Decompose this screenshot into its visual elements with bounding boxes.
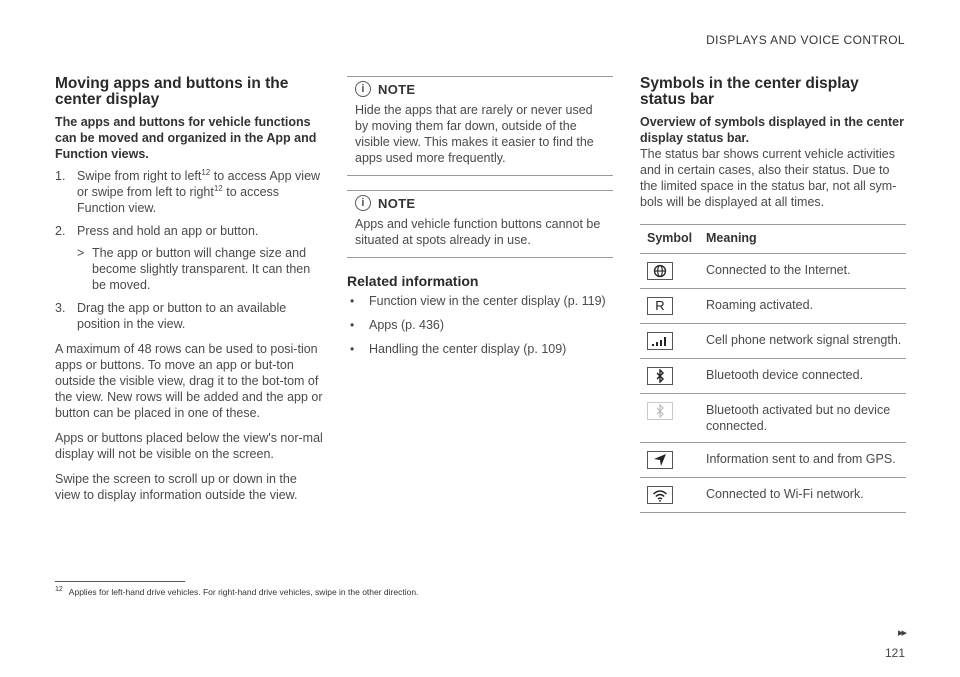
info-icon: i [355, 195, 371, 211]
result-arrow-icon: > [77, 246, 85, 260]
related-list [347, 293, 613, 357]
table-row [640, 394, 906, 443]
bluetooth-inactive-icon [647, 402, 673, 420]
page-number: 121 [884, 646, 905, 660]
step-2: 2. Press and hold an app or button. > The app or button will change size and become slightly transparent. It can then be moved. [55, 223, 325, 293]
section-lead: The apps and buttons for vehicle functions can be moved and organized in the App and Function views. [55, 115, 317, 161]
footnote-ref: 12 [213, 183, 223, 193]
table-row [640, 254, 906, 289]
related-title: Related information [347, 273, 479, 289]
related-link[interactable]: • Apps (p. 436) [347, 317, 613, 333]
roaming-r-icon: R [647, 297, 673, 315]
col-header-symbol: Symbol [640, 225, 706, 254]
section-intro: The status bar shows current vehicle activities and in certain cases, also their status. Due to the limited space in the status bar, not all sym-bols will be displayed at all times. [640, 147, 897, 209]
paragraph: Swipe the screen to scroll up or down in the view to display information outside the view. [55, 472, 298, 502]
section-lead: Overview of symbols displayed in the center display status bar. [640, 115, 904, 145]
footnote-ref: 12 [201, 167, 211, 177]
table-row [640, 289, 906, 324]
table-row [640, 359, 906, 394]
meaning-cell: Bluetooth activated but no device connected. [706, 394, 906, 443]
note-box [347, 76, 613, 176]
table-row [640, 443, 906, 478]
globe-icon [647, 262, 673, 280]
section-title: Moving apps and buttons in the center display [55, 75, 289, 108]
note-label: NOTE [378, 195, 416, 211]
paragraph: A maximum of 48 rows can be used to posi-tion apps or buttons. To move an app or but-ton outside the visible view, drag it to the bot-tom of the view. New rows will be added and the app or button can be placed in one of these. [55, 342, 323, 420]
notes-section [347, 76, 613, 365]
gps-arrow-icon [647, 451, 673, 469]
section-title: Symbols in the center display status bar [640, 75, 859, 108]
info-icon: i [355, 81, 371, 97]
wifi-icon [647, 486, 673, 504]
symbols-table [640, 224, 906, 513]
table-row [640, 324, 906, 359]
paragraph: Apps or buttons placed below the view's nor-mal display will not be visible on the screen. [55, 431, 323, 461]
step-2-result: > The app or button will change size and become slightly transparent. It can then be moved. [77, 246, 311, 292]
meaning-cell: Roaming activated. [706, 289, 906, 324]
note-text: Hide the apps that are rarely or never used by moving them far down, outside of the visible view. This makes it easier to find the apps used more frequently. [355, 103, 594, 165]
note-text: Apps and vehicle function buttons cannot be situated at spots already in use. [355, 217, 601, 247]
meaning-cell: Bluetooth device connected. [706, 359, 906, 394]
meaning-cell: Connected to the Internet. [706, 254, 906, 289]
steps-list [55, 168, 325, 332]
signal-strength-icon [647, 332, 673, 350]
step-1: 1. Swipe from right to left$^{12}$ to access App view or swipe from left to right$^{12}$ to access Function view. [55, 167, 321, 215]
bluetooth-connected-icon [647, 367, 673, 385]
footnote-divider [55, 581, 185, 582]
meaning-cell: Cell phone network signal strength. [706, 324, 906, 359]
section-header: DISPLAYS AND VOICE CONTROL [706, 33, 905, 47]
next-page-arrows-icon: ▸▸ [897, 627, 905, 639]
note-label: NOTE [378, 81, 416, 97]
status-bar-symbols-section [640, 76, 906, 513]
table-row [640, 478, 906, 513]
meaning-cell: Connected to Wi-Fi network. [706, 478, 906, 513]
related-link[interactable]: • Handling the center display (p. 109) [347, 341, 613, 357]
note-box [347, 190, 613, 258]
meaning-cell: Information sent to and from GPS. [706, 443, 906, 478]
moving-apps-section [55, 76, 325, 503]
footnote: $^{12}$ Applies for left-hand drive vehicles. For right-hand drive vehicles, swipe in the other direction. [55, 586, 419, 597]
col-header-meaning: Meaning [706, 225, 906, 254]
step-3: 3. Drag the app or button to an available position in the view. [55, 301, 287, 331]
related-link[interactable]: • Function view in the center display (p. 119) [347, 293, 613, 309]
